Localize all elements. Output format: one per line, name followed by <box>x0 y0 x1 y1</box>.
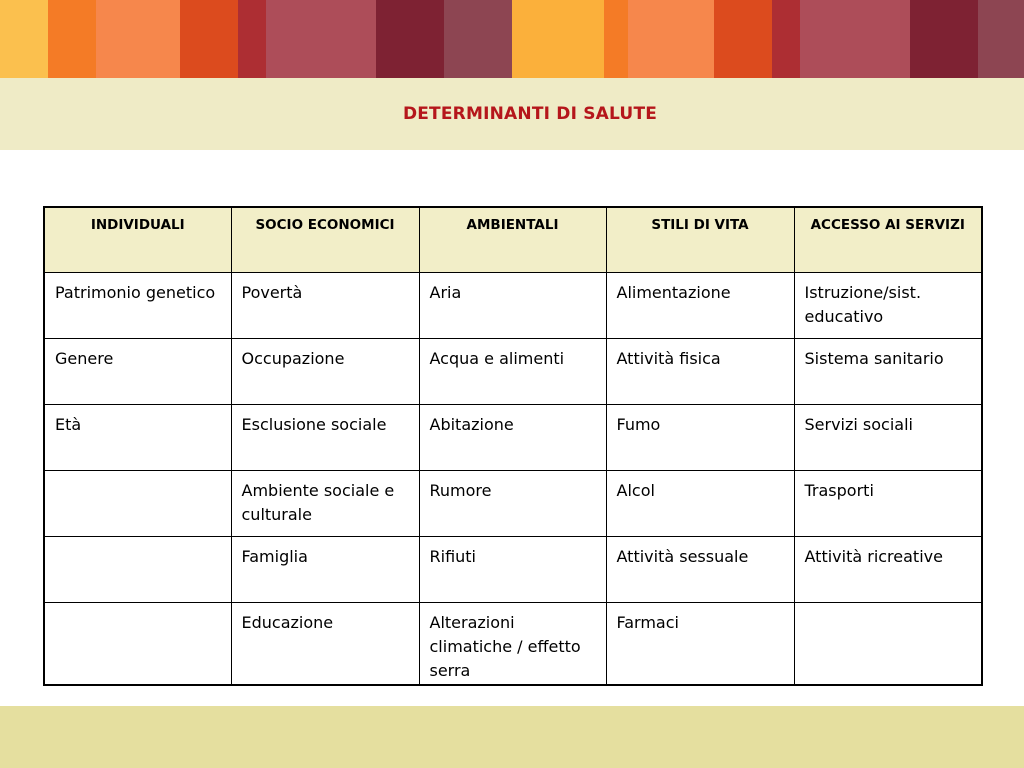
table-row <box>44 405 982 471</box>
determinants-table <box>43 206 983 686</box>
table-cell <box>44 603 231 686</box>
table-cell: Patrimonio genetico <box>44 273 231 339</box>
determinants-table-container <box>43 206 981 679</box>
table-cell <box>44 471 231 537</box>
header-cell: AMBIENTALI <box>419 207 606 273</box>
stripe <box>978 0 1024 78</box>
stripe <box>0 0 48 78</box>
stripe <box>180 0 238 78</box>
stripe <box>96 0 180 78</box>
table-cell: Sistema sanitario <box>794 339 982 405</box>
table-cell: Alimentazione <box>606 273 794 339</box>
table-cell: Fumo <box>606 405 794 471</box>
table-cell: Età <box>44 405 231 471</box>
stripe <box>238 0 266 78</box>
table-cell: Farmaci <box>606 603 794 686</box>
header-cell: INDIVIDUALI <box>44 207 231 273</box>
table-cell: Attività fisica <box>606 339 794 405</box>
stripe <box>910 0 978 78</box>
table-cell: Genere <box>44 339 231 405</box>
stripe <box>628 0 714 78</box>
table-cell <box>44 537 231 603</box>
header-cell: STILI DI VITA <box>606 207 794 273</box>
stripe <box>512 0 604 78</box>
stripe <box>48 0 96 78</box>
table-cell: Abitazione <box>419 405 606 471</box>
table-cell: Trasporti <box>794 471 982 537</box>
table-cell: Ambiente sociale e culturale <box>231 471 419 537</box>
table-cell: Educazione <box>231 603 419 686</box>
table-row <box>44 603 982 686</box>
slide-title: DETERMINANTI DI SALUTE <box>402 104 658 124</box>
stripe <box>266 0 376 78</box>
stripe <box>800 0 910 78</box>
table-cell: Rifiuti <box>419 537 606 603</box>
stripe <box>772 0 800 78</box>
header-cell: SOCIO ECONOMICI <box>231 207 419 273</box>
table-cell: Esclusione sociale <box>231 405 419 471</box>
table-cell: Povertà <box>231 273 419 339</box>
table-cell: Acqua e alimenti <box>419 339 606 405</box>
stripe <box>604 0 628 78</box>
table-cell: Attività sessuale <box>606 537 794 603</box>
table-cell: Occupazione <box>231 339 419 405</box>
table-cell: Alcol <box>606 471 794 537</box>
table-row <box>44 537 982 603</box>
table-cell: Servizi sociali <box>794 405 982 471</box>
table-cell: Aria <box>419 273 606 339</box>
stripe <box>444 0 512 78</box>
table-cell: Alterazioni climatiche / effetto serra <box>419 603 606 686</box>
table-cell <box>794 603 982 686</box>
table-header-row <box>44 207 982 273</box>
stripe <box>714 0 772 78</box>
table-row <box>44 339 982 405</box>
bottom-band <box>0 706 1024 768</box>
stripe <box>376 0 444 78</box>
title-band <box>0 78 1024 150</box>
table-cell: Istruzione/sist. educativo <box>794 273 982 339</box>
table-cell: Rumore <box>419 471 606 537</box>
table-row <box>44 471 982 537</box>
header-cell: ACCESSO AI SERVIZI <box>794 207 982 273</box>
table-cell: Attività ricreative <box>794 537 982 603</box>
table-cell: Famiglia <box>231 537 419 603</box>
decorative-stripe-bar <box>0 0 1024 78</box>
table-row <box>44 273 982 339</box>
